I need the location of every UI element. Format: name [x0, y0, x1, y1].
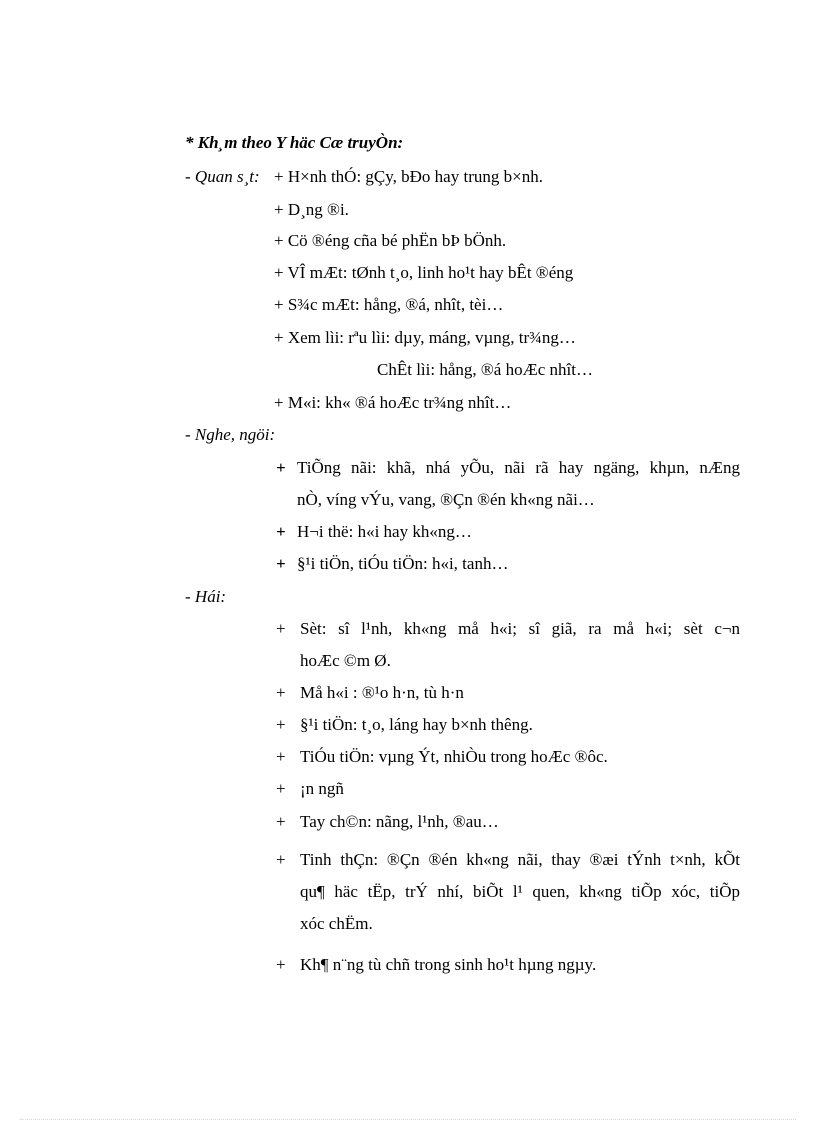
ask-item-line: Kh¶ n¨ng tù chñ trong sinh ho¹t hµng ngµy.	[300, 955, 597, 974]
observe-label: - Quan s¸t:	[185, 167, 260, 186]
observe-item: + Cö ®éng cña bé phËn bÞ bÖnh.	[274, 231, 507, 250]
bullet-plus: +	[276, 812, 286, 831]
bullet-plus: +	[276, 850, 286, 869]
observe-tongue-body: ChÊt lìi: hång, ®á hoÆc nhît…	[377, 360, 593, 379]
bullet-plus: +	[276, 715, 286, 734]
ask-item-line: TiÓu tiÖn: vµng Ýt, nhiÒu trong hoÆc ®ôc.	[300, 747, 608, 766]
ask-item-line: ¡n ngñ	[300, 779, 344, 798]
ask-item-line: Sèt: sî l¹nh, kh«ng må h«i; sî giã, ra må h«i; sèt c¬n	[300, 619, 740, 638]
bullet-plus: +	[276, 779, 286, 798]
bullet-plus: +	[276, 458, 286, 477]
bullet-plus: +	[276, 554, 286, 573]
listen-item-line: nÒ, víng vÝu, vang, ®Çn ®én kh«ng nãi…	[297, 490, 595, 509]
observe-item: + S¾c mÆt: hång, ®á, nhît, tèi…	[274, 295, 504, 314]
observe-first-item: + H×nh thÓ: gÇy, bÐo hay trung b×nh.	[274, 167, 543, 186]
listen-label: - Nghe, ngöi:	[185, 425, 276, 444]
observe-lips: + M«i: kh« ®á hoÆc tr¾ng nhît…	[274, 393, 512, 412]
ask-label: - Hái:	[185, 587, 227, 606]
section-heading: * Kh¸m theo Y häc Cæ truyÒn:	[185, 133, 404, 152]
page-bottom-divider	[20, 1119, 796, 1120]
observe-item: + Xem lìi: rªu lìi: dµy, máng, vµng, tr¾ng…	[274, 328, 576, 347]
ask-item-line: Tay ch©n: nãng, l¹nh, ®au…	[300, 812, 499, 831]
bullet-plus: +	[276, 683, 286, 702]
bullet-plus: +	[276, 619, 286, 638]
bullet-plus: +	[276, 955, 286, 974]
listen-item-line: TiÕng nãi: khã, nhá yÕu, nãi rã hay ngäng, khµn, nÆng	[297, 458, 740, 477]
bullet-plus: +	[276, 747, 286, 766]
ask-item-line: §¹i tiÖn: t¸o, láng hay b×nh thêng.	[300, 715, 533, 734]
listen-item-line: H¬i thë: h«i hay kh«ng…	[297, 522, 472, 541]
ask-item-line: Må h«i : ®¹o h·n, tù h·n	[300, 683, 464, 702]
ask-item-line: xóc chËm.	[300, 914, 373, 933]
bullet-plus: +	[276, 522, 286, 541]
observe-item: + D¸ng ®i.	[274, 200, 349, 219]
ask-item-line: hoÆc ©m Ø.	[300, 651, 391, 670]
ask-item-line: Tinh thÇn: ®Çn ®én kh«ng nãi, thay ®æi tÝnh t×nh, kÕt	[300, 850, 740, 869]
listen-item-line: §¹i tiÖn, tiÓu tiÖn: h«i, tanh…	[297, 554, 509, 573]
observe-item: + VÎ mÆt: tØnh t¸o, linh ho¹t hay bÊt ®éng	[274, 263, 574, 282]
ask-item-line: qu¶ häc tËp, trÝ nhí, biÕt l¹ quen, kh«ng tiÕp xóc, tiÕp	[300, 882, 740, 901]
